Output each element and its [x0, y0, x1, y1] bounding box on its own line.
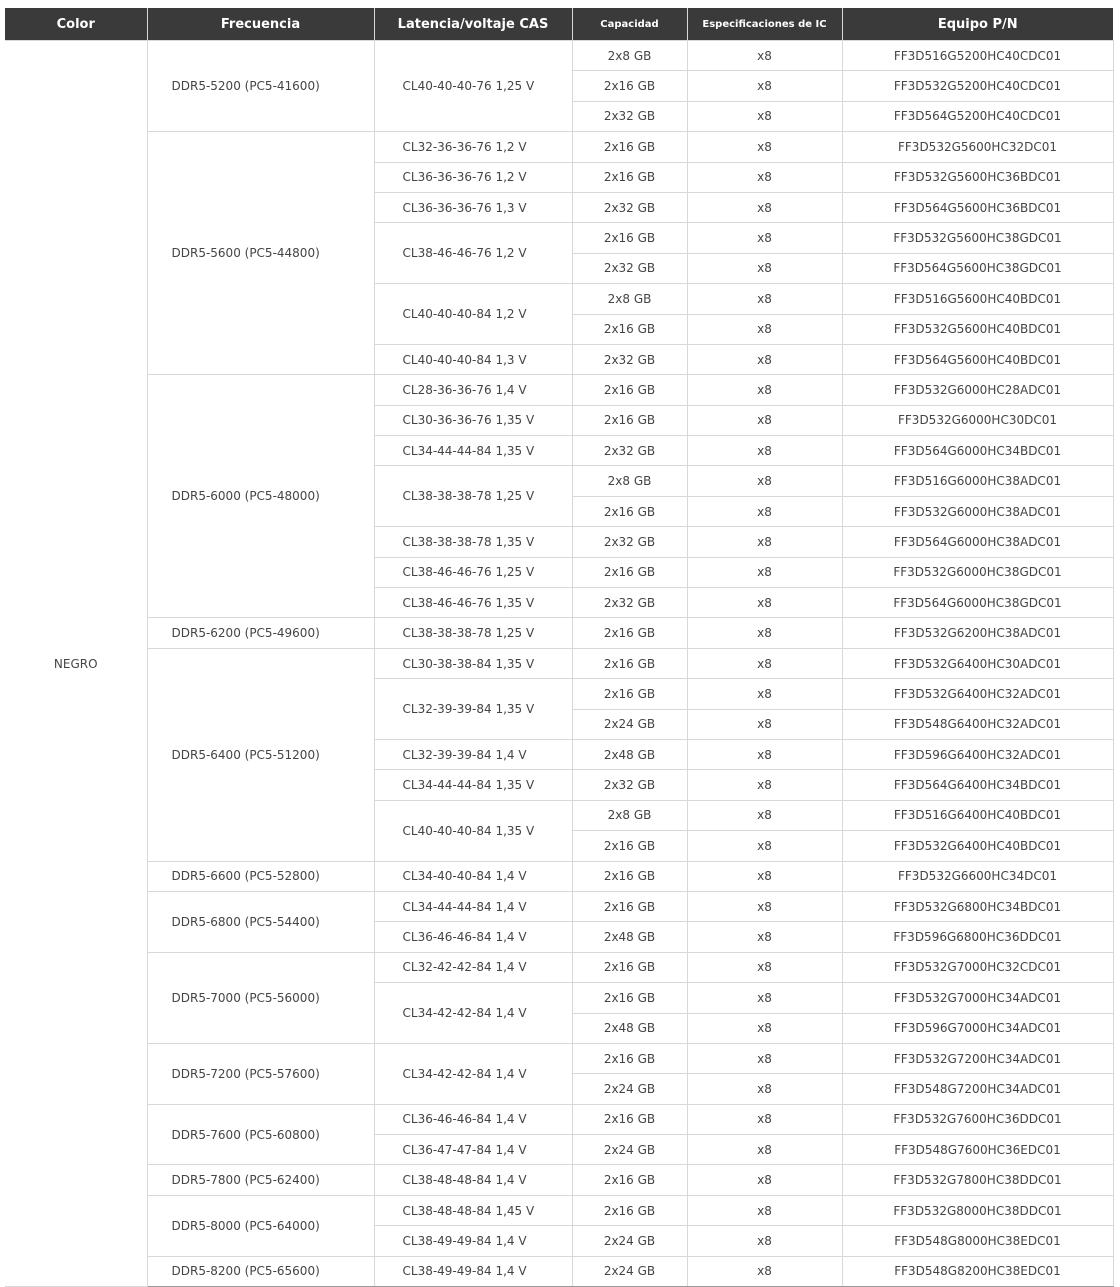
latency-cell: CL36-46-46-84 1,4 V	[374, 1104, 572, 1134]
latency-cell: CL34-42-42-84 1,4 V	[374, 1043, 572, 1104]
part-number-cell: FF3D532G5600HC40BDC01	[842, 314, 1113, 344]
part-number-cell: FF3D596G7000HC34ADC01	[842, 1013, 1113, 1043]
latency-cell: CL38-49-49-84 1,4 V	[374, 1256, 572, 1286]
ic-spec-cell: x8	[687, 192, 842, 222]
latency-cell: CL40-40-40-84 1,3 V	[374, 344, 572, 374]
frequency-cell: DDR5-6400 (PC5-51200)	[147, 648, 374, 861]
capacity-cell: 2x24 GB	[572, 709, 687, 739]
part-number-cell: FF3D516G5600HC40BDC01	[842, 284, 1113, 314]
latency-cell: CL38-38-38-78 1,25 V	[374, 618, 572, 648]
capacity-cell: 2x32 GB	[572, 344, 687, 374]
capacity-cell: 2x16 GB	[572, 618, 687, 648]
part-number-cell: FF3D548G7600HC36EDC01	[842, 1135, 1113, 1165]
capacity-cell: 2x32 GB	[572, 527, 687, 557]
frequency-cell: DDR5-6000 (PC5-48000)	[147, 375, 374, 618]
ic-spec-cell: x8	[687, 1104, 842, 1134]
frequency-cell: DDR5-7800 (PC5-62400)	[147, 1165, 374, 1195]
ic-spec-cell: x8	[687, 922, 842, 952]
latency-cell: CL38-38-38-78 1,25 V	[374, 466, 572, 527]
latency-cell: CL38-46-46-76 1,35 V	[374, 588, 572, 618]
ic-spec-cell: x8	[687, 1256, 842, 1286]
part-number-cell: FF3D564G6400HC34BDC01	[842, 770, 1113, 800]
color-cell: NEGRO	[5, 41, 147, 1287]
ic-spec-cell: x8	[687, 679, 842, 709]
frequency-cell: DDR5-7600 (PC5-60800)	[147, 1104, 374, 1165]
part-number-cell: FF3D564G6000HC38GDC01	[842, 588, 1113, 618]
memory-spec-table	[5, 8, 1114, 1287]
capacity-cell: 2x32 GB	[572, 770, 687, 800]
table-row	[5, 1043, 1113, 1073]
table-row	[5, 952, 1113, 982]
ic-spec-cell: x8	[687, 831, 842, 861]
capacity-cell: 2x16 GB	[572, 1104, 687, 1134]
ic-spec-cell: x8	[687, 1135, 842, 1165]
part-number-cell: FF3D516G6000HC38ADC01	[842, 466, 1113, 496]
capacity-cell: 2x16 GB	[572, 162, 687, 192]
latency-cell: CL30-36-36-76 1,35 V	[374, 405, 572, 435]
capacity-cell: 2x16 GB	[572, 648, 687, 678]
ic-spec-cell: x8	[687, 71, 842, 101]
ic-spec-cell: x8	[687, 284, 842, 314]
capacity-cell: 2x16 GB	[572, 223, 687, 253]
capacity-cell: 2x32 GB	[572, 101, 687, 131]
table-row	[5, 132, 1113, 162]
frequency-cell: DDR5-7200 (PC5-57600)	[147, 1043, 374, 1104]
latency-cell: CL32-42-42-84 1,4 V	[374, 952, 572, 982]
ic-spec-cell: x8	[687, 952, 842, 982]
ic-spec-cell: x8	[687, 314, 842, 344]
part-number-cell: FF3D532G6400HC40BDC01	[842, 831, 1113, 861]
frequency-cell: DDR5-6800 (PC5-54400)	[147, 891, 374, 952]
part-number-cell: FF3D532G6000HC38GDC01	[842, 557, 1113, 587]
capacity-cell: 2x24 GB	[572, 1256, 687, 1286]
latency-cell: CL34-40-40-84 1,4 V	[374, 861, 572, 891]
ic-spec-cell: x8	[687, 223, 842, 253]
part-number-cell: FF3D532G7600HC36DDC01	[842, 1104, 1113, 1134]
part-number-cell: FF3D532G5200HC40CDC01	[842, 71, 1113, 101]
latency-cell: CL40-40-40-76 1,25 V	[374, 41, 572, 132]
ic-spec-cell: x8	[687, 1165, 842, 1195]
table-body	[5, 41, 1113, 1287]
ic-spec-cell: x8	[687, 1013, 842, 1043]
ic-spec-cell: x8	[687, 41, 842, 71]
capacity-cell: 2x24 GB	[572, 1135, 687, 1165]
latency-cell: CL38-48-48-84 1,45 V	[374, 1195, 572, 1225]
part-number-cell: FF3D564G5600HC38GDC01	[842, 253, 1113, 283]
frequency-cell: DDR5-8000 (PC5-64000)	[147, 1195, 374, 1256]
ic-spec-cell: x8	[687, 466, 842, 496]
capacity-cell: 2x8 GB	[572, 466, 687, 496]
part-number-cell: FF3D564G5200HC40CDC01	[842, 101, 1113, 131]
capacity-cell: 2x16 GB	[572, 983, 687, 1013]
capacity-cell: 2x16 GB	[572, 405, 687, 435]
part-number-cell: FF3D516G5200HC40CDC01	[842, 41, 1113, 71]
ic-spec-cell: x8	[687, 405, 842, 435]
latency-cell: CL38-46-46-76 1,25 V	[374, 557, 572, 587]
capacity-cell: 2x16 GB	[572, 1043, 687, 1073]
table-row	[5, 1256, 1113, 1286]
part-number-cell: FF3D532G7000HC34ADC01	[842, 983, 1113, 1013]
frequency-cell: DDR5-8200 (PC5-65600)	[147, 1256, 374, 1286]
table-row	[5, 41, 1113, 71]
latency-cell: CL38-38-38-78 1,35 V	[374, 527, 572, 557]
latency-cell: CL30-38-38-84 1,35 V	[374, 648, 572, 678]
latency-cell: CL32-39-39-84 1,4 V	[374, 739, 572, 769]
part-number-cell: FF3D532G7800HC38DDC01	[842, 1165, 1113, 1195]
capacity-cell: 2x16 GB	[572, 1195, 687, 1225]
capacity-cell: 2x32 GB	[572, 436, 687, 466]
capacity-cell: 2x16 GB	[572, 679, 687, 709]
ic-spec-cell: x8	[687, 375, 842, 405]
capacity-cell: 2x16 GB	[572, 952, 687, 982]
capacity-cell: 2x48 GB	[572, 739, 687, 769]
ic-spec-cell: x8	[687, 162, 842, 192]
ic-spec-cell: x8	[687, 618, 842, 648]
latency-cell: CL36-36-36-76 1,2 V	[374, 162, 572, 192]
ic-spec-cell: x8	[687, 1226, 842, 1256]
header-latency: Latencia/voltaje CAS	[374, 8, 572, 41]
ic-spec-cell: x8	[687, 891, 842, 921]
capacity-cell: 2x24 GB	[572, 1226, 687, 1256]
part-number-cell: FF3D548G6400HC32ADC01	[842, 709, 1113, 739]
ic-spec-cell: x8	[687, 527, 842, 557]
ic-spec-cell: x8	[687, 1043, 842, 1073]
ic-spec-cell: x8	[687, 1074, 842, 1104]
capacity-cell: 2x32 GB	[572, 588, 687, 618]
table-row	[5, 861, 1113, 891]
capacity-cell: 2x16 GB	[572, 557, 687, 587]
ic-spec-cell: x8	[687, 1195, 842, 1225]
part-number-cell: FF3D532G6800HC34BDC01	[842, 891, 1113, 921]
ic-spec-cell: x8	[687, 800, 842, 830]
part-number-cell: FF3D532G6000HC30DC01	[842, 405, 1113, 435]
part-number-cell: FF3D532G6600HC34DC01	[842, 861, 1113, 891]
part-number-cell: FF3D532G7000HC32CDC01	[842, 952, 1113, 982]
frequency-cell: DDR5-5200 (PC5-41600)	[147, 41, 374, 132]
header-part-number: Equipo P/N	[842, 8, 1113, 41]
capacity-cell: 2x16 GB	[572, 1165, 687, 1195]
part-number-cell: FF3D564G5600HC40BDC01	[842, 344, 1113, 374]
header-capacity: Capacidad	[572, 8, 687, 41]
frequency-cell: DDR5-6600 (PC5-52800)	[147, 861, 374, 891]
capacity-cell: 2x8 GB	[572, 41, 687, 71]
capacity-cell: 2x48 GB	[572, 1013, 687, 1043]
latency-cell: CL36-46-46-84 1,4 V	[374, 922, 572, 952]
ic-spec-cell: x8	[687, 557, 842, 587]
ic-spec-cell: x8	[687, 861, 842, 891]
part-number-cell: FF3D564G6000HC34BDC01	[842, 436, 1113, 466]
header-color: Color	[5, 8, 147, 41]
capacity-cell: 2x32 GB	[572, 192, 687, 222]
capacity-cell: 2x16 GB	[572, 375, 687, 405]
part-number-cell: FF3D532G5600HC36BDC01	[842, 162, 1113, 192]
table-row	[5, 375, 1113, 405]
part-number-cell: FF3D548G7200HC34ADC01	[842, 1074, 1113, 1104]
capacity-cell: 2x16 GB	[572, 891, 687, 921]
part-number-cell: FF3D532G5600HC38GDC01	[842, 223, 1113, 253]
latency-cell: CL40-40-40-84 1,2 V	[374, 284, 572, 345]
table-row	[5, 1165, 1113, 1195]
part-number-cell: FF3D532G6000HC28ADC01	[842, 375, 1113, 405]
ic-spec-cell: x8	[687, 101, 842, 131]
table-row	[5, 1104, 1113, 1134]
capacity-cell: 2x16 GB	[572, 132, 687, 162]
ic-spec-cell: x8	[687, 983, 842, 1013]
capacity-cell: 2x16 GB	[572, 861, 687, 891]
ic-spec-cell: x8	[687, 709, 842, 739]
latency-cell: CL34-44-44-84 1,35 V	[374, 436, 572, 466]
capacity-cell: 2x24 GB	[572, 1074, 687, 1104]
ic-spec-cell: x8	[687, 648, 842, 678]
header-ic-spec: Especificaciones de IC	[687, 8, 842, 41]
part-number-cell: FF3D596G6800HC36DDC01	[842, 922, 1113, 952]
part-number-cell: FF3D548G8200HC38EDC01	[842, 1256, 1113, 1286]
header-frequency: Frecuencia	[147, 8, 374, 41]
latency-cell: CL38-49-49-84 1,4 V	[374, 1226, 572, 1256]
ic-spec-cell: x8	[687, 588, 842, 618]
part-number-cell: FF3D564G5600HC36BDC01	[842, 192, 1113, 222]
capacity-cell: 2x48 GB	[572, 922, 687, 952]
latency-cell: CL38-46-46-76 1,2 V	[374, 223, 572, 284]
frequency-cell: DDR5-5600 (PC5-44800)	[147, 132, 374, 375]
part-number-cell: FF3D532G6400HC30ADC01	[842, 648, 1113, 678]
latency-cell: CL32-39-39-84 1,35 V	[374, 679, 572, 740]
ic-spec-cell: x8	[687, 253, 842, 283]
latency-cell: CL28-36-36-76 1,4 V	[374, 375, 572, 405]
capacity-cell: 2x16 GB	[572, 496, 687, 526]
header-row	[5, 8, 1113, 41]
latency-cell: CL40-40-40-84 1,35 V	[374, 800, 572, 861]
latency-cell: CL34-44-44-84 1,35 V	[374, 770, 572, 800]
part-number-cell: FF3D596G6400HC32ADC01	[842, 739, 1113, 769]
part-number-cell: FF3D532G6400HC32ADC01	[842, 679, 1113, 709]
part-number-cell: FF3D532G7200HC34ADC01	[842, 1043, 1113, 1073]
latency-cell: CL36-47-47-84 1,4 V	[374, 1135, 572, 1165]
table-row	[5, 618, 1113, 648]
capacity-cell: 2x8 GB	[572, 800, 687, 830]
latency-cell: CL34-42-42-84 1,4 V	[374, 983, 572, 1044]
frequency-cell: DDR5-7000 (PC5-56000)	[147, 952, 374, 1043]
capacity-cell: 2x8 GB	[572, 284, 687, 314]
capacity-cell: 2x32 GB	[572, 253, 687, 283]
frequency-cell: DDR5-6200 (PC5-49600)	[147, 618, 374, 648]
ic-spec-cell: x8	[687, 344, 842, 374]
capacity-cell: 2x16 GB	[572, 831, 687, 861]
ic-spec-cell: x8	[687, 770, 842, 800]
part-number-cell: FF3D532G5600HC32DC01	[842, 132, 1113, 162]
capacity-cell: 2x16 GB	[572, 71, 687, 101]
part-number-cell: FF3D532G6200HC38ADC01	[842, 618, 1113, 648]
latency-cell: CL36-36-36-76 1,3 V	[374, 192, 572, 222]
part-number-cell: FF3D548G8000HC38EDC01	[842, 1226, 1113, 1256]
table-row	[5, 648, 1113, 678]
table-row	[5, 891, 1113, 921]
ic-spec-cell: x8	[687, 132, 842, 162]
capacity-cell: 2x16 GB	[572, 314, 687, 344]
latency-cell: CL34-44-44-84 1,4 V	[374, 891, 572, 921]
ic-spec-cell: x8	[687, 436, 842, 466]
latency-cell: CL32-36-36-76 1,2 V	[374, 132, 572, 162]
part-number-cell: FF3D564G6000HC38ADC01	[842, 527, 1113, 557]
table-row	[5, 1195, 1113, 1225]
ic-spec-cell: x8	[687, 496, 842, 526]
part-number-cell: FF3D532G8000HC38DDC01	[842, 1195, 1113, 1225]
part-number-cell: FF3D532G6000HC38ADC01	[842, 496, 1113, 526]
latency-cell: CL38-48-48-84 1,4 V	[374, 1165, 572, 1195]
part-number-cell: FF3D516G6400HC40BDC01	[842, 800, 1113, 830]
ic-spec-cell: x8	[687, 739, 842, 769]
